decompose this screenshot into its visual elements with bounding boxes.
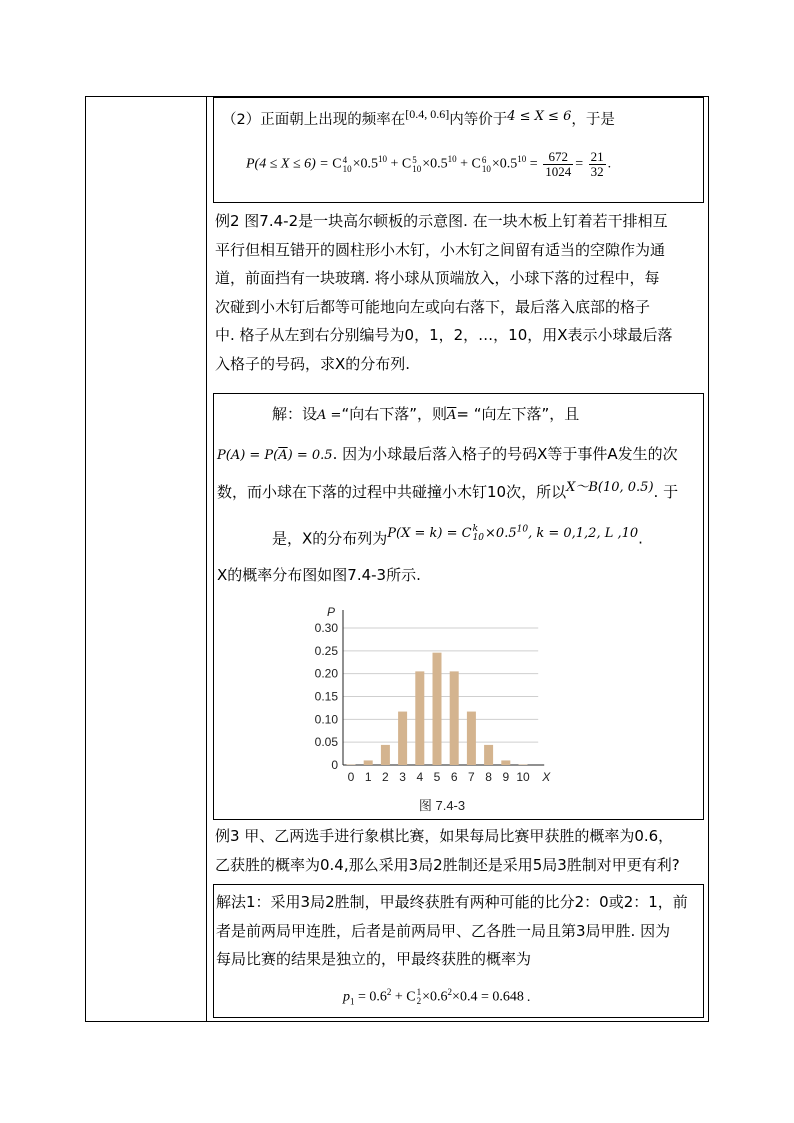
x-tick-label: 7 (468, 770, 475, 784)
solution3-formula: $p_1 = 0.6^2 + C$ 1 2 $\times 0.6^2\times 0.4 = 0.648$ . (343, 987, 531, 1007)
x-axis-label: X (542, 770, 551, 784)
bar (381, 745, 390, 765)
sol2-line1: 解：设A =“向右下落”，则$\overline{A}=$ “向左下落”，且 (272, 405, 580, 423)
y-tick-label: 0.10 (314, 712, 338, 727)
y-tick-label: 0.20 (314, 666, 338, 681)
sol2-line2: $P(A) = P(\overline{A}) = 0.5$. 因为小球最后落入格子的号码X等于事件A发生的次 (217, 445, 678, 463)
bar (484, 745, 493, 765)
x-tick-label: 10 (516, 770, 530, 784)
y-axis-label: P (327, 605, 336, 619)
part2-line1: （2）正面朝上出现的频率在[0.4, 0.6]内等价于4 ≤ X ≤ 6，于是 (222, 107, 615, 128)
bar (467, 712, 476, 765)
x-tick-label: 6 (450, 770, 458, 784)
sol2-line3: 数，而小球在下落的过程中共碰撞小木钉10次，所以X～B(10, 0.5). 于 (217, 480, 679, 501)
y-tick-label: 0 (331, 758, 338, 772)
x-tick-label: 1 (364, 770, 372, 784)
bar (501, 760, 510, 765)
chart-caption: 图 7.4-3 (418, 798, 466, 813)
part2-formula: P(4 ≤ X ≤ 6) = C 4 10 $\times 0.5^{10} + C$ 5 10 $\times 0.5^{10} + C$ 6 10 $\times 0.5^{10}$ = $\frac{672}{1024}$ = $\frac{21}{32}$ . (246, 149, 612, 179)
x-tick-label: 4 (416, 770, 424, 784)
example3-text: 例3 甲、乙两选手进行象棋比赛，如果每局比赛甲获胜的概率为0.6， 乙获胜的概率为0.4,那么采用3局2胜制还是采用5局3胜制对甲更有利? (215, 827, 680, 874)
probability-bar-chart (300, 594, 600, 816)
y-tick-label: 0.05 (314, 735, 338, 750)
bar (415, 671, 424, 765)
y-tick-label: 0.25 (314, 643, 338, 658)
x-tick-label: 9 (502, 770, 510, 784)
bar (433, 653, 442, 765)
bar (450, 671, 459, 765)
x-tick-label: 5 (433, 770, 441, 784)
y-tick-label: 0.15 (314, 689, 338, 704)
y-tick-label: 0.30 (314, 621, 338, 635)
x-tick-label: 0 (347, 770, 355, 784)
x-tick-label: 3 (399, 770, 406, 784)
bar (364, 760, 373, 765)
solution3-text: 解法1：采用3局2胜制，甲最终获胜有两种可能的比分2：0或2：1，前 者是前两局甲连胜，后者是前两局甲、乙各胜一局且第3局甲胜. 因为 每局比赛的结果是独立的，甲最终获胜的概率为 (216, 893, 688, 968)
x-tick-label: 2 (382, 770, 389, 784)
sol2-line4: 是，X的分布列为P(X = k) = C k 10 $\times 0.5^{10}$, k = 0,1,2, L ,10. (272, 523, 643, 548)
sol2-line5: X的概率分布图如图7.4-3所示. (217, 566, 421, 584)
example2-text: 例2 图7.4-2是一块高尔顿板的示意图. 在一块木板上钉着若干排相互 平行但相互错开的圆柱形小木钉，小木钉之间留有适当的空隙作为通 道，前面挡有一块玻璃. 将小球从顶端放入，小球下落的过程中，每 次碰到小木钉后都等可能地向左或向右落下，最后落入底部的格子 中. 格子从左到右分别编号为0，1，2，…，10，用X表示小球最后落 入格子的号码，求X的分布列. (215, 212, 673, 373)
x-tick-label: 8 (485, 770, 492, 784)
left-column-cell (85, 96, 207, 1022)
bar (398, 712, 407, 765)
